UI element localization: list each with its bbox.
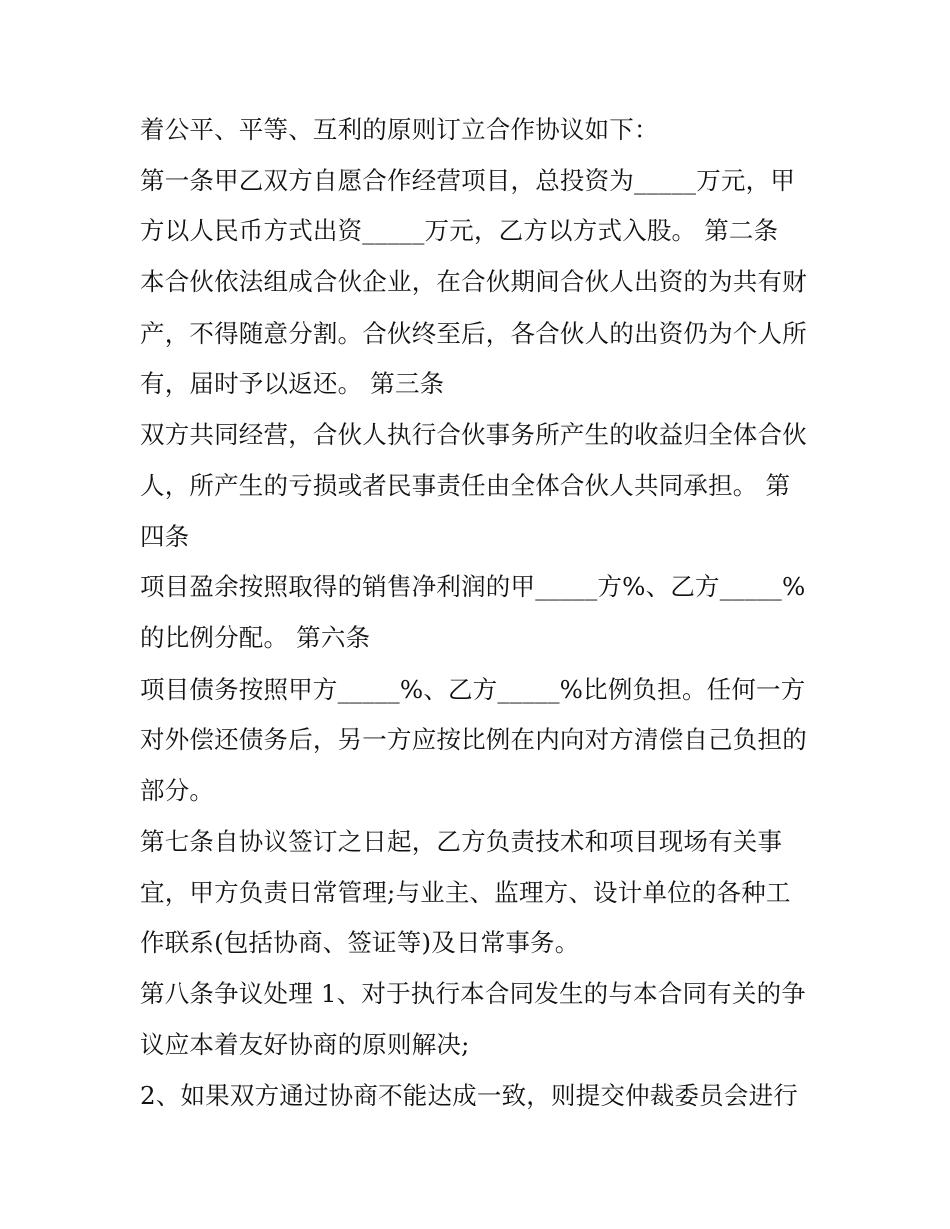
text-line: 方以人民币方式出资_____万元，乙方以方式入股。 第二条 [140,216,779,245]
text-line: 着公平、平等、互利的原则订立合作协议如下： [140,115,659,144]
text-line: 本合伙依法组成合伙企业，在合伙期间合伙人出资的为共有财 [140,267,807,296]
text-line: 宜，甲方负责日常管理;与业主、监理方、设计单位的各种工 [140,878,791,907]
text-line: 项目债务按照甲方_____%、乙方_____%比例负担。任何一方 [140,675,806,704]
text-line: 四条 [140,522,190,551]
text-line: 2、如果双方通过协商不能达成一致，则提交仲裁委员会进行 [140,1081,798,1110]
text-line: 有，届时予以返还。 第三条 [140,369,445,398]
text-line: 双方共同经营，合伙人执行合伙事务所产生的收益归全体合伙 [140,420,807,449]
text-line: 的比例分配。 第六条 [140,623,371,652]
text-line: 作联系(包括协商、签证等)及日常事务。 [140,928,580,957]
text-line: 第七条自协议签订之日起，乙方负责技术和项目现场有关事 [140,827,783,856]
text-line: 议应本着友好协商的原则解决; [140,1030,470,1059]
text-line: 部分。 [140,776,215,805]
text-line: 第八条争议处理 1、对于执行本合同发生的与本合同有关的争 [140,979,806,1008]
text-line: 第一条甲乙双方自愿合作经营项目，总投资为_____万元，甲 [140,166,796,195]
text-line: 对外偿还债务后，另一方应按比例在内向对方清偿自己负担的 [140,725,807,754]
text-line: 项目盈余按照取得的销售净利润的甲_____方%、乙方_____% [140,572,806,601]
text-line: 产，不得随意分割。合伙终至后，各合伙人的出资仍为个人所 [140,319,807,348]
text-line: 人，所产生的亏损或者民事责任由全体合伙人共同承担。 第 [140,471,791,500]
